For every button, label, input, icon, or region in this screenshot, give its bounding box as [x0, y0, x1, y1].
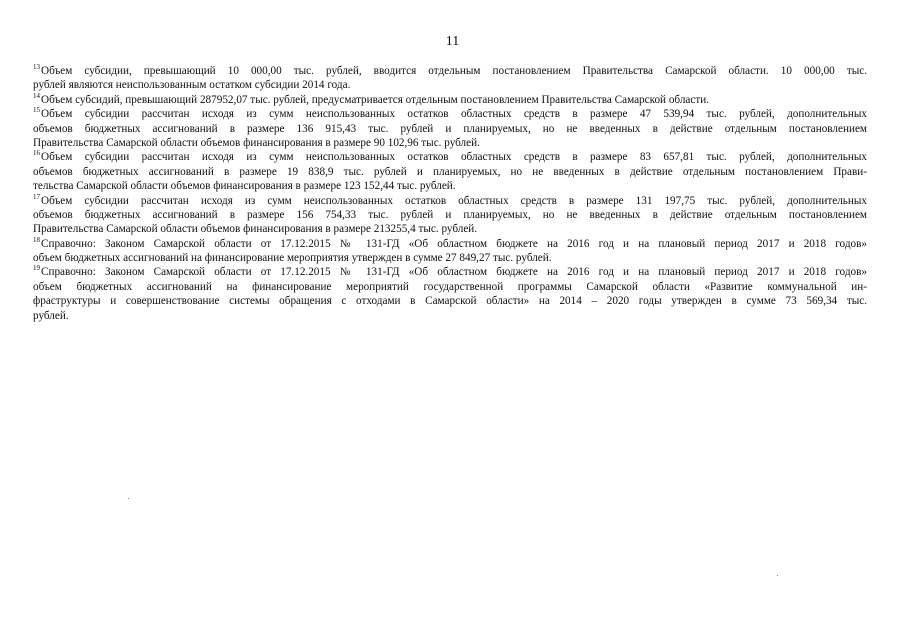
- footnote-line: Правительства Самарской области объемов финансирования в размере 213255,4 тыс. рублей.: [33, 223, 478, 236]
- footnote-number: 19: [33, 264, 40, 273]
- footnote-number: 18: [33, 235, 40, 244]
- footnote-line: рублей.: [33, 309, 69, 322]
- footnote-line: объемов бюджетных ассигнований в размере 156 754,33 тыс. рублей и планируемых, но не введенных в действие отдельным постановлением: [33, 208, 867, 221]
- footnote-text: Объем субсидии рассчитан исходя из сумм неиспользованных остатков областных средств в размере 47 539,94 тыс. рублей, дополнительных: [41, 108, 867, 121]
- footnote-17: [33, 194, 867, 237]
- footnote-text: Объем субсидии, превышающий 10 000,00 тыс. рублей, вводится отдельным постановлением Правительства Самарской области. 10 000,00 тыс.: [41, 65, 867, 77]
- footnote-number: 16: [33, 149, 40, 158]
- footnote-line: объем бюджетных ассигнований на финансирование мероприятия утвержден в сумме 27 849,27 тыс. рублей.: [33, 252, 552, 265]
- footnote-15: [33, 107, 867, 150]
- footnote-line: [33, 107, 867, 121]
- footnote-line: [33, 93, 867, 107]
- footnote-14: [33, 93, 867, 107]
- footnote-line: объемов бюджетных ассигнований в размере 19 838,9 тыс. рублей и планируемых, но не введенных в действие отдельным постановлением Прави-: [33, 165, 867, 178]
- footnote-number: 13: [33, 63, 40, 71]
- footnote-number: 17: [33, 192, 40, 201]
- footnote-line: [33, 265, 867, 279]
- footnote-number: 14: [33, 91, 40, 100]
- footnote-line: [33, 150, 867, 164]
- footnote-text: Объем субсидии рассчитан исходя из сумм неиспользованных остатков областных средств в размере 131 197,75 тыс. рублей, дополнительных: [41, 194, 867, 207]
- footnote-number: 15: [33, 106, 40, 115]
- footnote-text: Объем субсидий, превышающий 287952,07 тыс. рублей, предусматривается отдельным постановлением Правительства Самарской области.: [41, 93, 710, 106]
- footnote-line: фраструктуры и совершенствование системы обращения с отходами в Самарской области» на 2014 – 2020 годы утвержден в сумме 73 569,34 тыс.: [33, 295, 867, 308]
- footnote-line: объемов бюджетных ассигнований в размере 136 915,43 тыс. рублей и планируемых, но не введенных в действие отдельным постановлением: [33, 122, 867, 135]
- footnote-line: рублей являются неиспользованным остатком субсидии 2014 года.: [33, 79, 351, 92]
- footnote-text: Справочно: Законом Самарской области от 17.12.2015 № 131-ГД «Об областном бюджете на 2016 год и на плановый период 2017 и 2018 годов»: [41, 266, 867, 279]
- footnote-13: [33, 64, 867, 93]
- scan-speck: [128, 498, 129, 499]
- page-number: 11: [445, 34, 460, 49]
- footnote-line: объем бюджетных ассигнований на финансирование мероприятий государственной программы Самарской области «Развитие коммунальной ин-: [33, 280, 867, 293]
- footnote-19: [33, 265, 867, 323]
- footnote-line: [33, 194, 867, 208]
- footnote-text: Справочно: Законом Самарской области от 17.12.2015 № 131-ГД «Об областном бюджете на 2016 год и на плановый период 2017 и 2018 годов»: [41, 237, 867, 250]
- footnote-16: [33, 150, 867, 193]
- footnote-line: Правительства Самарской области объемов финансирования в размере 90 102,96 тыс. рублей.: [33, 136, 480, 149]
- footnote-line: [33, 237, 867, 251]
- footnote-text: Объем субсидии рассчитан исходя из сумм неиспользованных остатков областных средств в размере 83 657,81 тыс. рублей, дополнительных: [41, 151, 867, 164]
- footnote-line: [33, 64, 867, 78]
- footnote-18: [33, 237, 867, 266]
- scan-speck: [777, 575, 778, 576]
- footnotes: [33, 64, 867, 323]
- footnote-line: тельства Самарской области объемов финансирования в размере 123 152,44 тыс. рублей.: [33, 180, 456, 193]
